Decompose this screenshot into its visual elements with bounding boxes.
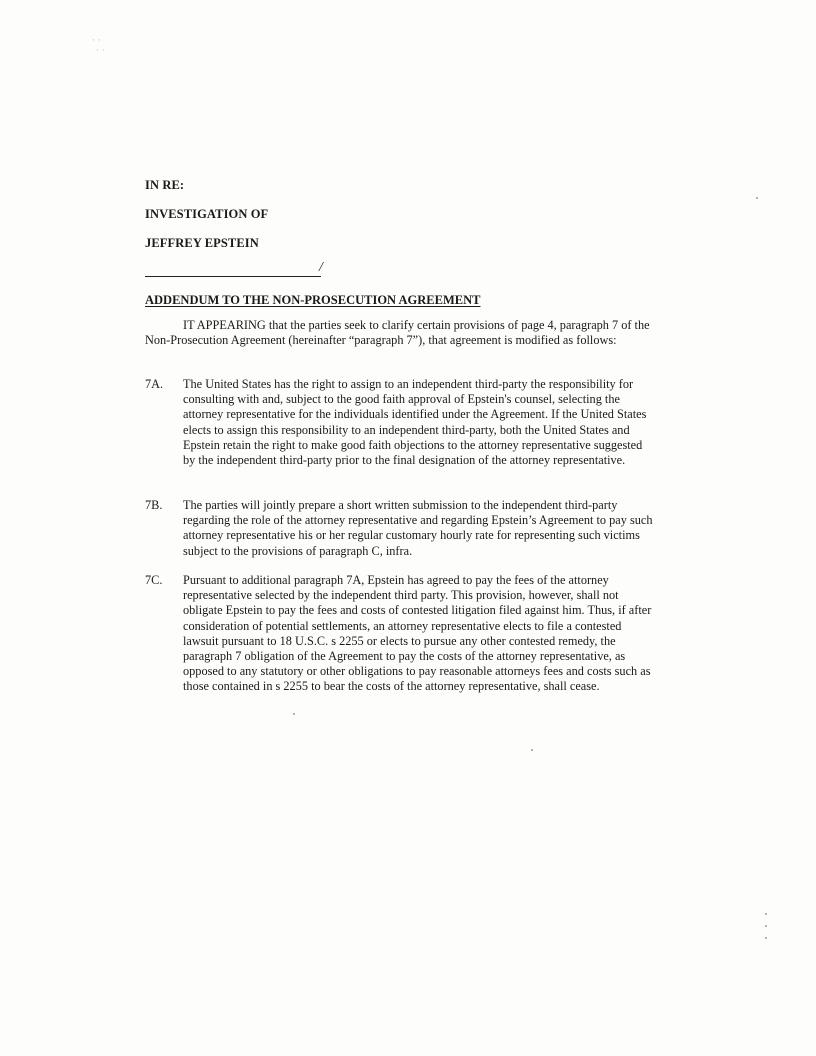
scan-artifact-mark: · · bbox=[92, 36, 101, 46]
caption-slash: / bbox=[319, 260, 323, 275]
caption-investigation-of: INVESTIGATION OF bbox=[145, 207, 269, 221]
paragraph-number: 7C. bbox=[145, 573, 163, 587]
scan-speck bbox=[765, 925, 767, 927]
caption-rule bbox=[145, 276, 321, 277]
scan-artifact-mark: · · bbox=[96, 46, 105, 56]
paragraph-text: The parties will jointly prepare a short written submission to the independent third-party regarding the role of the attorney representative and regarding Epstein’s Agreement to pay such attorney representative his or her regular customary hourly rate for representing such victims subject to the provisions of paragraph C, infra. bbox=[183, 498, 653, 558]
paragraph-7a bbox=[145, 377, 665, 468]
paragraph-7b bbox=[145, 498, 665, 559]
paragraph-7c bbox=[145, 573, 665, 695]
scan-speck bbox=[531, 749, 533, 751]
caption-in-re: IN RE: bbox=[145, 178, 185, 192]
document-heading: ADDENDUM TO THE NON-PROSECUTION AGREEMENT bbox=[145, 293, 481, 307]
paragraph-text: Pursuant to additional paragraph 7A, Epstein has agreed to pay the fees of the attorney representative selected by the independent third party. This provision, however, shall not obligate Epstein to pay the fees and costs of contested litigation filed against him. Thus, if after consideration of potential settlements, an attorney representative elects to file a contested lawsuit pursuant to 18 U.S.C. s 2255 or elects to pursue any other contested remedy, the paragraph 7 obligation of the Agreement to pay the costs of the attorney representative, as opposed to any statutory or other obligations to pay reasonable attorneys fees and costs such as those contained in s 2255 to bear the costs of the attorney representative, shall cease. bbox=[183, 573, 652, 694]
scan-speck bbox=[293, 713, 295, 715]
caption-party-name: JEFFREY EPSTEIN bbox=[145, 236, 259, 250]
paragraph-number: 7B. bbox=[145, 498, 163, 512]
intro-paragraph: IT APPEARING that the parties seek to clarify certain provisions of page 4, paragraph 7 of the Non-Prosecution Agreement (hereinafter “paragraph 7”), that agreement is modified as follows: bbox=[145, 318, 650, 348]
scan-speck bbox=[756, 197, 758, 199]
paragraph-number: 7A. bbox=[145, 377, 164, 391]
scan-speck bbox=[765, 913, 767, 915]
paragraph-text: The United States has the right to assign to an independent third-party the responsibility for consulting with and, subject to the good faith approval of Epstein's counsel, selecting the attorney representative for the individuals identified under the Agreement. If the United States elects to assign this responsibility to an independent third-party, both the United States and Epstein retain the right to make good faith objections to the attorney representative suggested by the independent third-party prior to the final designation of the attorney representative. bbox=[183, 377, 647, 468]
scan-speck bbox=[765, 937, 767, 939]
